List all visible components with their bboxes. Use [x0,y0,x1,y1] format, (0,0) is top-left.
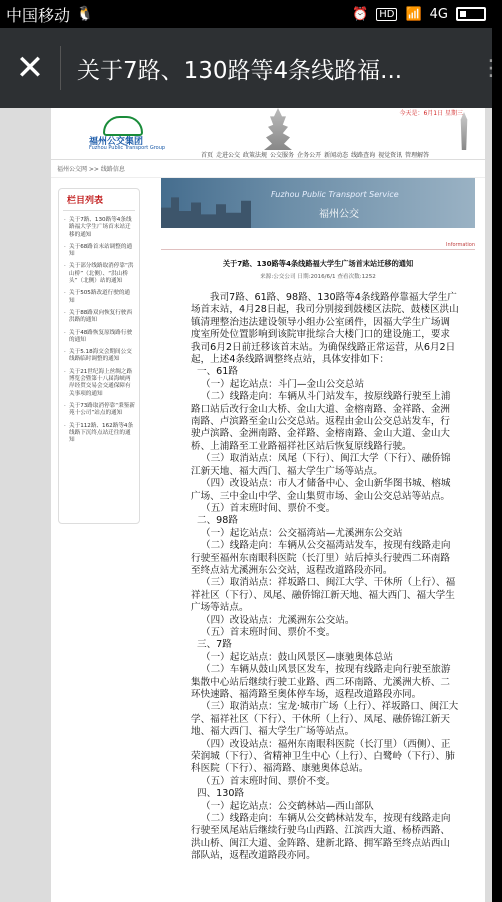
hd-badge: HD [376,8,397,21]
nav-item[interactable]: 新闻动态 [324,152,349,159]
tower-image [453,112,475,150]
article-paragraph: （四）改设站点：福州东南眼科医院（长汀里）（西侧）、正荣润城（下行）、省精神卫生中心（上行）、白鹭岭（下行）、肺科医院（下行）、福湾路、康驰奥体总站。 [191,738,455,775]
sidebar-item[interactable]: · 关于88路双向恢复行驶西洪路的通知 [63,310,135,325]
banner-en: Fuzhou Public Transport Service [271,190,399,199]
network-type: 4G [429,6,448,22]
article-paragraph: （二）线路走向：车辆从公交鹤林站发车，按现有线路走向行驶至凤尾站后继续行驶乌山西路、江滨西大道、杨桥西路、洪山桥、闽江大道、金阵路、建新北路、拥军路至终点站西山部队站，返程改道路段亦同。 [191,813,451,862]
qq-icon: 🐧 [76,6,94,22]
sidebar-item[interactable]: · 关于505路改道行驶的通知 [63,290,135,305]
article-body [191,292,459,863]
article-paragraph: （五）首末班时间、票价不变。 [201,502,336,514]
carrier-name: 中国移动 [6,5,71,25]
sidebar [58,188,140,524]
banner-cn: 福州公交 [319,209,359,220]
sidebar-item[interactable]: · 关于部分线路取消停靠“洪山桥”（北侧）、“洪山桥头”（北侧）站的通知 [63,263,135,285]
alarm-icon: ⏰ [352,6,369,22]
breadcrumb[interactable]: 福州公交网 >> 线路信息 [51,160,485,178]
logo-icon[interactable] [103,116,143,136]
article-paragraph: （四）改设站点：市人才储备中心、金山新华图书城、榕城广场、三中金山中学、金山集贸市场、金山公交总站等站点。 [191,478,451,502]
nav-item[interactable]: 视觉资讯 [378,152,403,159]
site-header [51,108,485,160]
sidebar-item[interactable]: · 关于68路首末站调整的通知 [63,244,135,259]
article-paragraph: （三）取消站点：宝龙·城市广场（上行）、祥坂路口、闽江大学、福祥社区（下行）、干休所（上行）、凤尾、融侨锦江新天地、福大西门、福大学生广场等站点。 [191,701,459,738]
article-paragraph: 三、7路 [197,639,232,651]
wifi-icon: 📶 [405,6,422,22]
more-icon[interactable]: ⋮ [480,55,502,81]
sidebar-item[interactable]: · 关于5.18海交会期间公交线路临时调整的通知 [63,349,135,364]
sidebar-item[interactable]: · 关于21世纪海上丝绸之路博览会暨第十八届海峡两岸经贸交易会交通保障有关事项的通知 [63,369,135,398]
nav-item[interactable]: 线路查询 [351,152,376,159]
info-divider [161,249,475,250]
web-content[interactable] [0,108,492,902]
pagoda-image [258,108,298,150]
article-paragraph: （三）取消站点：凤尾（下行）、闽江大学（下行）、融侨锦江新天地、福大西门、福大学生广场等站点。 [191,453,451,477]
sidebar-item[interactable]: · 关于73路取消停靠“秉鉴新苑十公司”站点的通知 [63,403,135,418]
nav-item[interactable]: 政策法规 [243,152,268,159]
article-paragraph: （一）起讫站点：公交福湾站—尤溪洲东公交站 [201,527,403,539]
sidebar-title: 栏目列表 [63,193,135,211]
logo-text: 福州公交集团 [89,137,144,147]
nav-item[interactable]: 企务公开 [297,152,322,159]
sidebar-item[interactable]: · 关于112路、162路等4条线路下沉终点站迁往的通知 [63,423,135,445]
nav-item[interactable]: 公交服务 [270,152,295,159]
sidebar-item[interactable]: · 关于7路、130路等4条线路福大学生广场首末站迁移的通知 [63,217,135,239]
article-paragraph: （一）起讫站点：斗门—金山公交总站 [201,378,365,390]
nav-item[interactable]: 管理解答 [405,152,430,159]
article-paragraph: 我司7路、61路、98路、130路等4条线路停靠福大学生广场首末站，4月28日起，我司分别接到鼓楼区法院、鼓楼区洪山镇清理整治违法建设领导小组办公室函件，因福大学生广场调度室所处位置影响到该院审批综合大楼门口的建设施工，要求我司6月2日前迁移该首末站。为确保线路正常运营，从6月2日起，上述4条线路调整终点站，具体安排如下： [191,292,459,366]
divider [60,46,61,90]
article-paragraph: （三）取消站点：祥坂路口、闽江大学、干休所（上行）、福祥社区（下行）、凤尾、融侨锦江新天地、福大西门、福大学生广场等站点。 [191,577,456,614]
close-icon[interactable]: ✕ [15,48,45,88]
article-paragraph: （一）起讫站点：鼓山风景区—康驰奥体总站 [201,651,393,663]
article-paragraph: （四）改设站点：尤溪洲东公交站。 [201,614,355,626]
main-nav [201,150,429,159]
article-paragraph: （二）线路走向：车辆从斗门站发车，按原线路行驶至上浦路口站后改行金山大桥、金山大道、金榕南路、金祥路、金洲南路、卢滨路至金山公交总站。返程由金山公交总站发车，行驶卢滨路、金洲南路、金祥路、金榕南路、金山大道、金山大桥、上浦路至工业路福祥社区站后恢复原线路行驶。 [191,391,451,452]
article-paragraph: 一、61路 [197,366,238,378]
article-paragraph: 四、130路 [197,788,245,800]
article-title: 关于7路、130路等4条线路福大学生广场首末站迁移的通知 [222,259,414,268]
article-paragraph: （二）车辆从鼓山风景区发车，按现有线路走向行驶至旅游集散中心站后继续行驶工业路、西二环南路、尤溪洲大桥、二环快速路、福湾路至奥体停车场，返程改道路段亦同。 [191,664,451,700]
status-bar [0,0,492,28]
nav-item[interactable]: 首页 [201,152,214,159]
banner-image [161,178,475,228]
logo-en-text: Fuzhou Public Transport Group [89,145,166,151]
page-title: 关于7路、130路等4条线路福... [77,57,403,84]
date-text: 今天是：6月1日 星期三 [399,110,463,117]
city-skyline [161,194,261,228]
article-paragraph: （五）首末班时间、票价不变。 [201,626,336,638]
battery-icon [456,7,486,21]
info-tag: Information [446,242,475,248]
nav-item[interactable]: 走进公交 [216,152,241,159]
sidebar-item[interactable]: · 关于48路恢复原线路行驶的通知 [63,330,135,345]
article-meta: 来源:公交公司 日期:2016/6/1 查看次数:1252 [260,274,376,280]
site-frame [51,108,485,902]
article-paragraph: （五）首末班时间、票价不变。 [201,775,336,787]
article-paragraph: （一）起讫站点：公交鹤林站—西山部队 [201,800,374,812]
browser-appbar [0,28,502,108]
article-paragraph: 二、98路 [197,515,238,527]
article-paragraph: （二）线路走向：车辆从公交福湾站发车，按现有线路走向行驶至福州东南眼科医院（长汀里）站后掉头行驶西二环南路至终点站尤溪洲东公交站，返程改道路段亦同。 [191,540,451,576]
